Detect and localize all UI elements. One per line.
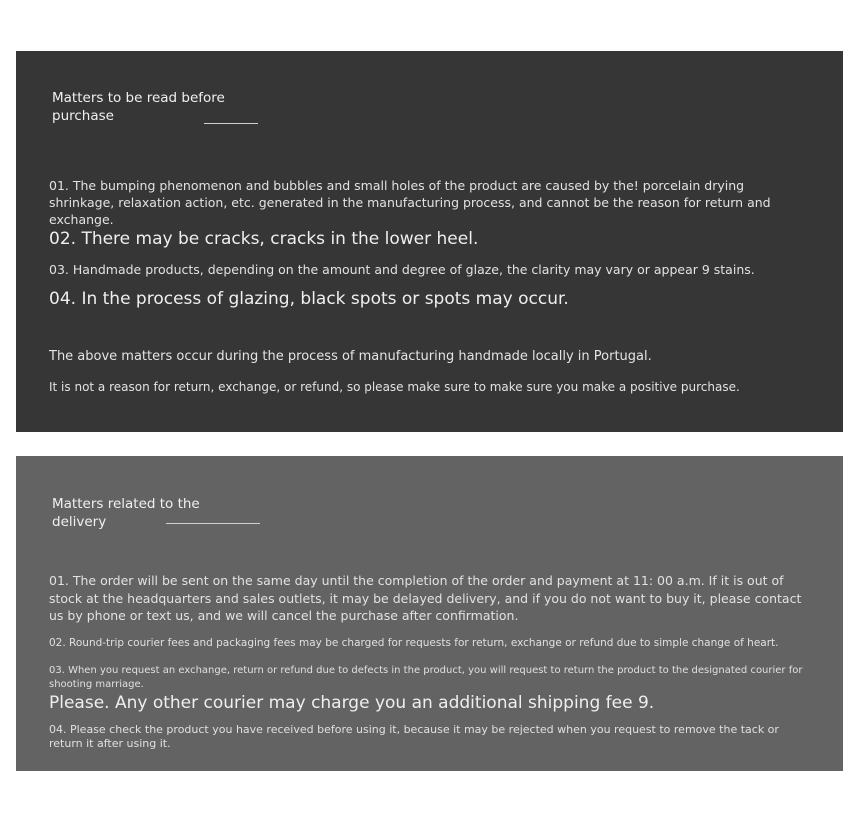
before-purchase-item-04: 04. In the process of glazing, black spots or spots may occur. [49, 289, 569, 309]
delivery-item-03-note: Please. Any other courier may charge you an additional shipping fee 9. [49, 693, 655, 713]
before-purchase-item-03: 03. Handmade products, depending on the amount and degree of glaze, the clarity may vary or appear 9 stains. [49, 262, 755, 277]
delivery-title [52, 495, 262, 531]
before-purchase-item-01: 01. The bumping phenomenon and bubbles and small holes of the product are caused by the! porcelain drying shrinkage, relaxation action, etc. generated in the manufacturing process, and cannot be the reason for return and exchange. [49, 178, 771, 227]
before-purchase-panel [16, 51, 843, 432]
delivery-panel [16, 456, 843, 771]
delivery-title-line2: delivery [52, 514, 107, 530]
delivery-title-line1: Matters related to the [52, 496, 200, 512]
before-purchase-title-line1: Matters to be read before [52, 90, 225, 106]
title-underline [166, 523, 260, 524]
delivery-item-03: 03. When you request an exchange, return or refund due to defects in the product, you will request to return the product to the designated courier for shooting marriage. [49, 665, 803, 690]
before-purchase-note-2: It is not a reason for return, exchange, or refund, so please make sure to make sure you make a positive purchase. [49, 380, 740, 394]
before-purchase-item-02: 02. There may be cracks, cracks in the lower heel. [49, 229, 479, 249]
before-purchase-note-1: The above matters occur during the process of manufacturing handmade locally in Portugal. [49, 349, 652, 364]
before-purchase-title-line2: purchase [52, 108, 114, 124]
title-underline [204, 123, 258, 124]
delivery-item-04: 04. Please check the product you have received before using it, because it may be rejected when you request to remove the tack or return it after using it. [49, 723, 779, 750]
delivery-item-01: 01. The order will be sent on the same day until the completion of the order and payment at 11: 00 a.m. If it is out of stock at the headquarters and sales outlets, it may be delayed delivery, and if you do not want to buy it, please contact us by phone or text us, and we will cancel the purchase after confirmation. [49, 573, 802, 623]
delivery-item-02: 02. Round-trip courier fees and packaging fees may be charged for requests for return, exchange or refund due to simple change of heart. [49, 637, 779, 649]
before-purchase-title [52, 89, 262, 125]
